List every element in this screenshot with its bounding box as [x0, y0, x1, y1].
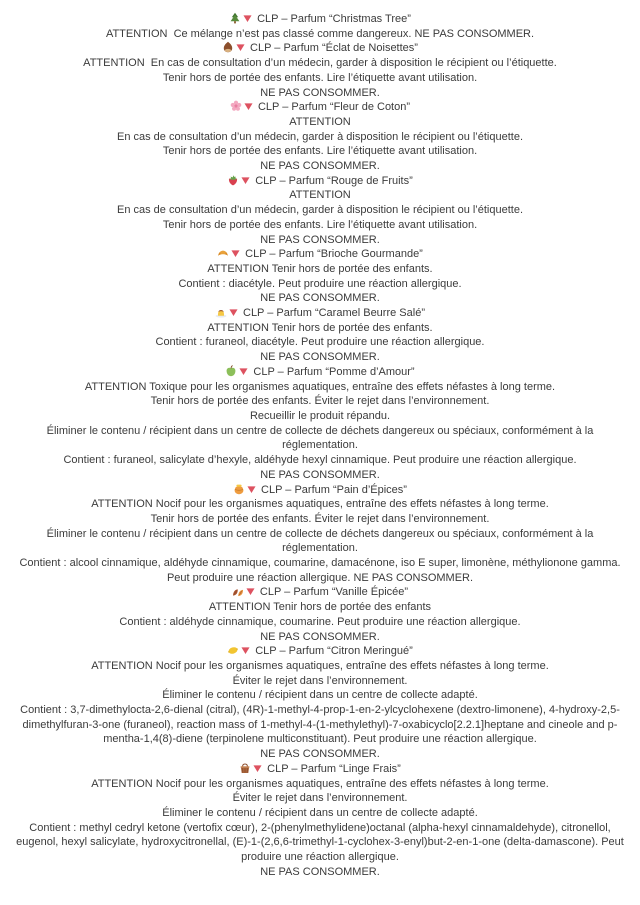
clp-line: Tenir hors de portée des enfants. Lire l’étiquette avant utilisation.	[162, 218, 478, 231]
clp-line: ATTENTION	[289, 189, 351, 202]
parfum-title	[12, 100, 628, 115]
parfum-title-text: CLP – Parfum “Éclat de Noisettes”	[250, 42, 418, 55]
clp-line: Éviter le rejet dans l’environnement.	[232, 792, 408, 805]
clp-line: NE PAS CONSOMMER.	[260, 468, 380, 481]
parfum-title	[12, 365, 628, 380]
parfum-title-text: CLP – Parfum “Vanille Épicée”	[259, 586, 409, 599]
clp-line: ATTENTION En cas de consultation d’un médecin, garder à disposition le récipient ou l’étiquette.	[83, 57, 557, 70]
parfum-title-text: CLP – Parfum “Rouge de Fruits”	[255, 174, 413, 187]
parfum-title	[12, 12, 628, 27]
clp-line: NE PAS CONSOMMER.	[260, 748, 380, 761]
clp-line: NE PAS CONSOMMER.	[260, 630, 380, 643]
clp-line: Tenir hors de portée des enfants. Éviter le rejet dans l’environnement.	[150, 512, 490, 525]
red-triangle-down-icon	[228, 306, 239, 321]
chestnut-icon	[222, 41, 234, 56]
clp-section-pomme-damour	[12, 365, 628, 483]
croissant-icon	[217, 247, 229, 262]
red-triangle-down-icon	[235, 41, 246, 56]
clp-line: En cas de consultation d’un médecin, garder à disposition le récipient ou l’étiquette.	[116, 204, 524, 217]
clp-line: ATTENTION Nocif pour les organismes aquatiques, entraîne des effets néfastes à long terme.	[91, 777, 549, 790]
red-triangle-down-icon	[252, 762, 263, 777]
clp-line: ATTENTION Nocif pour les organismes aquatiques, entraîne des effets néfastes à long terme.	[91, 659, 549, 672]
clp-line: ATTENTION Nocif pour les organismes aquatiques, entraîne des effets néfastes à long terme.	[91, 498, 549, 511]
clp-line: ATTENTION	[289, 115, 351, 128]
parfum-title	[12, 174, 628, 189]
clp-section-brioche-gourmande	[12, 247, 628, 306]
red-triangle-down-icon	[242, 12, 253, 27]
cherry-blossom-icon	[230, 100, 242, 115]
clp-line: ATTENTION Tenir hors de portée des enfants.	[207, 321, 433, 334]
parfum-title-text: CLP – Parfum “Pomme d’Amour”	[253, 365, 415, 378]
honey-pot-icon	[233, 483, 245, 498]
clp-line: Éliminer le contenu / récipient dans un centre de collecte de déchets dangereux ou spéciaux, conformément à la réglementation.	[46, 527, 597, 555]
clp-line: Éliminer le contenu / récipient dans un centre de collecte adapté.	[162, 689, 478, 702]
fallen-leaves-icon	[232, 585, 244, 600]
clp-line: NE PAS CONSOMMER.	[260, 865, 380, 878]
parfum-title	[12, 585, 628, 600]
clp-line: NE PAS CONSOMMER.	[260, 233, 380, 246]
clp-line: ATTENTION Ce mélange n’est pas classé comme dangereux. NE PAS CONSOMMER.	[105, 27, 535, 40]
red-triangle-down-icon	[245, 585, 256, 600]
parfum-title-text: CLP – Parfum “Citron Meringué”	[255, 645, 413, 658]
clp-line: Contient : furaneol, salicylate d’hexyle, aldéhyde hexyl cinnamique. Peut produire une réaction allergique.	[63, 454, 577, 467]
clp-section-rouge-de-fruits	[12, 174, 628, 248]
parfum-title	[12, 247, 628, 262]
parfum-title-text: CLP – Parfum “Brioche Gourmande”	[245, 248, 423, 261]
parfum-title	[12, 306, 628, 321]
clp-line: NE PAS CONSOMMER.	[260, 292, 380, 305]
parfum-title-text: CLP – Parfum “Linge Frais”	[267, 762, 401, 775]
laundry-basket-icon	[239, 762, 251, 777]
clp-line: Recueillir le produit répandu.	[249, 409, 391, 422]
clp-section-vanille-epicee	[12, 585, 628, 644]
parfum-title-text: CLP – Parfum “Christmas Tree”	[257, 13, 411, 25]
clp-line: Contient : aldéhyde cinnamique, coumarine. Peut produire une réaction allergique.	[119, 615, 521, 628]
clp-section-christmas-tree	[12, 12, 628, 41]
red-triangle-down-icon	[230, 247, 241, 262]
parfum-title	[12, 41, 628, 56]
clp-line: Tenir hors de portée des enfants. Lire l’étiquette avant utilisation.	[162, 145, 478, 158]
red-triangle-down-icon	[240, 174, 251, 189]
clp-line: ATTENTION Tenir hors de portée des enfants.	[207, 262, 433, 275]
parfum-title-text: CLP – Parfum “Fleur de Coton”	[257, 101, 411, 114]
clp-section-fleur-de-coton	[12, 100, 628, 174]
red-triangle-down-icon	[243, 100, 254, 115]
clp-section-linge-frais	[12, 762, 628, 880]
parfum-title	[12, 644, 628, 659]
red-triangle-down-icon	[240, 644, 251, 659]
clp-section-eclat-de-noisettes	[12, 41, 628, 100]
custard-flan-icon	[215, 306, 227, 321]
clp-section-caramel-beurre-sale	[12, 306, 628, 365]
clp-section-citron-meringue	[12, 644, 628, 762]
green-apple-icon	[225, 365, 237, 380]
clp-line: Contient : 3,7-dimethylocta-2,6-dienal (citral), (4R)-1-methyl-4-prop-1-en-2-ylcyclohexene (dextro-limonene), 4-hydroxy-2,5-dimethylfuran-3-one (furaneol), reaction mass of 1-methyl-4-(1-methylethyl)-7-oxabicyclo[2.2.1]heptane and cineole and p-mentha-1,4(8)-diene (terpinolene multiconstituant). Peut produire une réaction allergique.	[20, 704, 620, 746]
lemon-icon	[227, 644, 239, 659]
red-triangle-down-icon	[238, 365, 249, 380]
parfum-title	[12, 483, 628, 498]
clp-line: Contient : alcool cinnamique, aldéhyde cinnamique, coumarine, damacénone, iso E super, limonène, méthylionone gamma. Peut produire une réaction allergique. NE PAS CONSOMMER.	[19, 557, 624, 584]
clp-section-pain-depices	[12, 483, 628, 586]
clp-line: NE PAS CONSOMMER.	[260, 351, 380, 364]
clp-line: NE PAS CONSOMMER.	[260, 160, 380, 173]
clp-line: Tenir hors de portée des enfants. Éviter le rejet dans l’environnement.	[150, 395, 490, 408]
parfum-title-text: CLP – Parfum “Caramel Beurre Salé”	[243, 307, 425, 320]
clp-line: Éliminer le contenu / récipient dans un centre de collecte de déchets dangereux ou spéciaux, conformément à la réglementation.	[46, 424, 597, 452]
clp-line: Contient : methyl cedryl ketone (vertofix cœur), 2-(phenylmethylidene)octanal (alpha-hexyl cinnamaldehyde), citronellol, eugenol, hexyl salicylate, hydroxycitronellal, (E)-1-(2,6,6-trimethyl-1-cyclohex-3-enyl)but-2-en-1-one (delta-damascone). Peut produire une réaction allergique.	[16, 821, 627, 864]
christmas-tree-icon	[229, 12, 241, 27]
clp-line: Éviter le rejet dans l’environnement.	[232, 674, 408, 687]
red-triangle-down-icon	[246, 483, 257, 498]
clp-line: Contient : diacétyle. Peut produire une réaction allergique.	[178, 277, 462, 290]
clp-line: Contient : furaneol, diacétyle. Peut produire une réaction allergique.	[155, 336, 485, 349]
clp-line: ATTENTION Tenir hors de portée des enfants	[208, 601, 432, 614]
clp-line: ATTENTION Toxique pour les organismes aquatiques, entraîne des effets néfastes à long terme.	[84, 380, 556, 393]
clp-line: Éliminer le contenu / récipient dans un centre de collecte adapté.	[162, 806, 478, 819]
clp-line: En cas de consultation d’un médecin, garder à disposition le récipient ou l’étiquette.	[116, 130, 524, 143]
clp-line: NE PAS CONSOMMER.	[260, 86, 380, 99]
parfum-title-text: CLP – Parfum “Pain d’Épices”	[261, 483, 407, 496]
clp-line: Tenir hors de portée des enfants. Lire l’étiquette avant utilisation.	[162, 71, 478, 84]
parfum-title	[12, 762, 628, 777]
strawberry-icon	[227, 174, 239, 189]
